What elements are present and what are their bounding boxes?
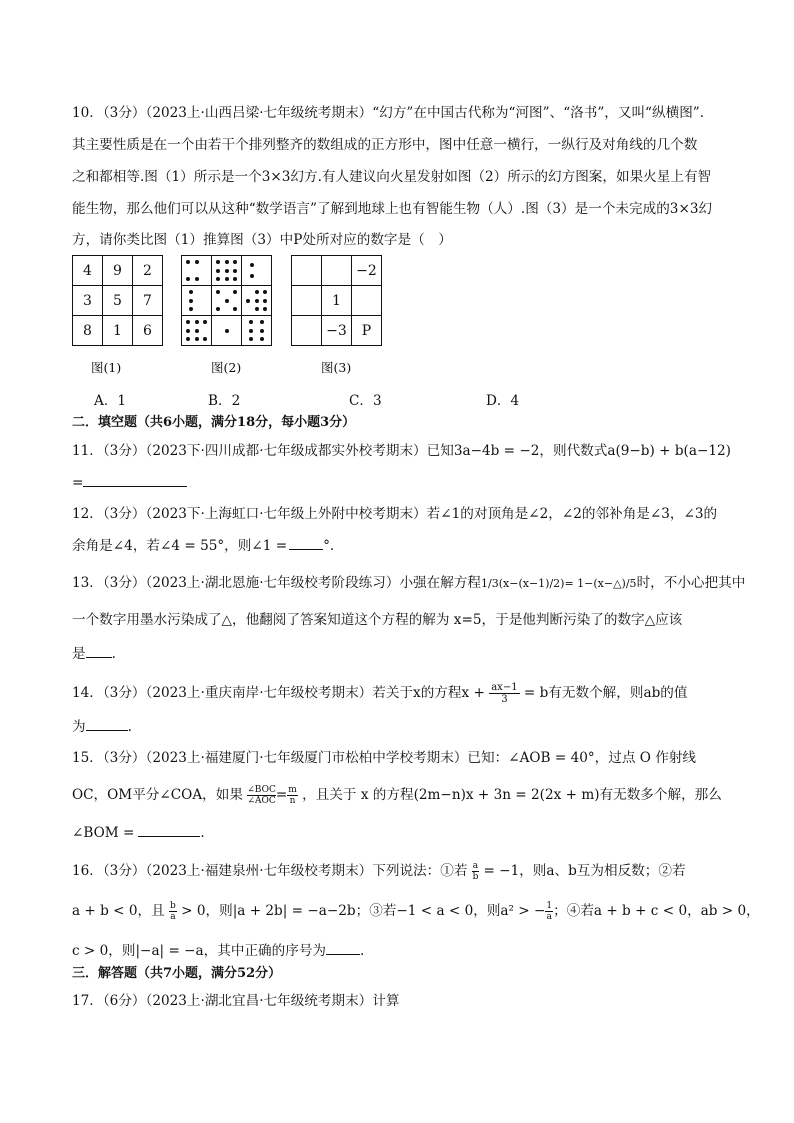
dot-mark	[216, 290, 220, 294]
q16-frac2-den: a	[170, 912, 176, 922]
option-d: D．4	[486, 393, 520, 409]
q16-fraction-2	[169, 901, 177, 922]
fig2-cell	[242, 286, 272, 316]
q12-line-2	[72, 535, 334, 555]
q13-line-2: 一个数字用墨水污染成了△，他翻阅了答案知道这个方程的解为 x=5，于是他判断污染了的数字△应该	[72, 612, 683, 628]
q13-lead: 是	[72, 646, 86, 662]
dot-mark	[255, 299, 259, 303]
q16-line-3: c > 0，则|−a| = −a，其中正确的序号为 .	[72, 940, 364, 960]
q10-line-4: 能生物，那么他们可以从这种“数学语言”了解到地球上也有智能生物（人）.图（3）是一个未完成的3×3幻	[72, 201, 713, 217]
q10-line-1: 10．（3分）（2023上·山西吕梁·七年级统考期末）“幻方”在中国古代称为“河图”、“洛书”，又叫“纵横图”.	[72, 105, 705, 121]
magic-square-figure-3	[291, 255, 382, 346]
q14-frac-num: ax−1	[491, 682, 518, 693]
q12-line-1: 12．（3分）（2023下·上海虹口·七年级上外附中校考期末）若∠1的对顶角是∠2，∠2的邻补角是∠3，∠3的	[72, 506, 718, 522]
dot-mark	[195, 277, 199, 281]
q16-suffix: = −1，则a、b互为相反数；②若	[483, 863, 686, 879]
dot-mark	[249, 329, 253, 333]
fig3-cell: −2	[352, 256, 382, 286]
fig1-cell: 8	[73, 316, 103, 346]
q11-line-2	[72, 472, 187, 492]
q12-suffix: °.	[323, 538, 335, 554]
q16-part-c: ；④若a + b + c < 0，ab > 0，	[553, 903, 760, 919]
q13-eq-frac: 1/3	[481, 577, 499, 590]
fig3-cell	[322, 256, 352, 286]
dot-mark	[195, 260, 199, 264]
dot-mark	[195, 337, 199, 341]
dot-mark	[216, 277, 220, 281]
dot-mark	[225, 299, 229, 303]
q15-frac1-den: ∠AOC	[247, 796, 276, 806]
q14-answer-blank	[86, 716, 128, 731]
q12-answer-blank	[289, 535, 323, 550]
fig3-cell: −3	[322, 316, 352, 346]
dot-mark	[186, 320, 190, 324]
dot-mark	[233, 277, 237, 281]
dot-mark	[216, 307, 220, 311]
q11-line-1: 11．（3分）（2023下·四川成都·七年级成都实外校考期末）已知3a−4b = −2，则代数式a(9−b) + b(a−12)	[72, 443, 731, 459]
magic-square-figure-2-dots	[181, 255, 272, 346]
fig2-cell	[182, 316, 212, 346]
q15-answer-blank	[138, 822, 200, 837]
figure-2-caption: 图(2)	[211, 360, 242, 375]
fig1-cell: 5	[103, 286, 133, 316]
q16-lead: c > 0，则|−a| = −a，其中正确的序号为	[72, 943, 327, 959]
dot-mark	[216, 269, 220, 273]
dot-mark	[233, 290, 237, 294]
q15-fraction-1	[247, 785, 276, 806]
fig2-cell	[212, 286, 242, 316]
figure-1-caption: 图(1)	[91, 360, 122, 375]
dot-mark	[216, 260, 220, 264]
fig3-cell	[292, 286, 322, 316]
dot-mark	[263, 307, 267, 311]
dot-mark	[186, 337, 190, 341]
q12-prefix: 余角是∠4，若∠4 = 55°，则∠1 =	[72, 538, 288, 554]
dot-mark	[203, 337, 207, 341]
dot-mark	[225, 269, 229, 273]
q16-frac2-num: b	[170, 901, 176, 911]
q16-line-2	[72, 901, 760, 922]
q16-line-1	[72, 861, 686, 882]
option-b: B．2	[208, 393, 241, 409]
fig2-cell	[212, 256, 242, 286]
q11-equals: =	[72, 475, 84, 491]
dot-mark	[246, 299, 250, 303]
q15-frac2-num: m	[288, 785, 297, 795]
fig3-cell: P	[352, 316, 382, 346]
fig3-cell	[292, 256, 322, 286]
dot-mark	[189, 290, 193, 294]
q14-prefix: 14．（3分）（2023上·重庆南岸·七年级校考期末）若关于x的方程x +	[72, 685, 485, 701]
dot-mark	[195, 320, 199, 324]
q15-frac1-num: ∠BOC	[247, 785, 276, 795]
q10-line-3: 之和都相等.图（1）所示是一个3×3幻方.有人建议向火星发射如图（2）所示的幻方图案，如果火星上有智	[72, 169, 712, 185]
q13-suffix: 时，不小心把其中	[636, 575, 746, 591]
q16-fraction-3	[545, 901, 553, 922]
dot-mark	[186, 260, 190, 264]
q16-answer-blank	[326, 940, 360, 955]
dot-mark	[189, 307, 193, 311]
fig1-cell: 1	[103, 316, 133, 346]
fig2-cell	[242, 256, 272, 286]
fig2-cell	[182, 286, 212, 316]
option-c: C．3	[349, 393, 382, 409]
q16-part-a: a + b < 0，且	[72, 903, 165, 919]
q14-fraction	[489, 682, 519, 705]
q15-lead: ∠BOM =	[72, 825, 135, 841]
q13-line-1	[72, 574, 745, 593]
fig1-cell: 6	[133, 316, 163, 346]
dot-mark	[255, 307, 259, 311]
dot-mark	[225, 260, 229, 264]
q13-prefix: 13．（3分）（2023上·湖北恩施·七年级校考阶段练习）小强在解方程	[72, 575, 482, 591]
fig1-cell: 9	[103, 256, 133, 286]
q16-frac3-num: 1	[546, 901, 553, 911]
q14-frac-den: 3	[501, 694, 508, 705]
dot-mark	[233, 260, 237, 264]
dot-mark	[255, 290, 259, 294]
option-a: A．1	[94, 393, 127, 409]
dot-mark	[250, 263, 254, 267]
dot-mark	[263, 290, 267, 294]
q13-eq-right: = 1−(x−△)/5	[564, 577, 637, 590]
magic-square-figure-1	[72, 255, 163, 346]
fig3-cell: 1	[322, 286, 352, 316]
q14-suffix: = b有无数个解，则ab的值	[523, 685, 688, 701]
q16-frac1-num: a	[472, 861, 479, 871]
dot-mark	[250, 274, 254, 278]
dot-mark	[225, 329, 229, 333]
fig2-cell	[182, 256, 212, 286]
q15-line-1: 15．（3分）（2023上·福建厦门·七年级厦门市松柏中学校考期末）已知：∠AOB = 40°，过点 O 作射线	[72, 750, 697, 766]
section-3-title: 三．解答题（共7小题，满分52分）	[72, 966, 282, 981]
q16-fraction-1	[472, 861, 479, 882]
fig2-cell	[242, 316, 272, 346]
q15-line-2: OC，OM平分∠COA，如果 ∠BOC ∠AOC = $\frac{m}{n}$ ，且关于 x 的方程(2m−n)x + 3n = 2(2x + m)有无数多个解，那么	[72, 785, 722, 806]
dot-mark	[249, 337, 253, 341]
dot-mark	[260, 337, 264, 341]
q15-prefix: OC，OM平分∠COA，如果	[72, 787, 243, 803]
q17-line: 17．（6分）（2023上·湖北宜昌·七年级统考期末）计算	[72, 993, 400, 1009]
dot-mark	[260, 320, 264, 324]
q10-line-5: 方，请你类比图（1）推算图（3）中P处所对应的数字是（ ）	[72, 232, 452, 248]
fig3-cell	[292, 316, 322, 346]
q16-part-b: > 0，则|a + 2b| = −a−2b；③若−1 < a < 0，则a² > −	[181, 903, 546, 919]
q16-frac1-den: b	[472, 872, 479, 882]
dot-mark	[263, 299, 267, 303]
fig2-cell	[212, 316, 242, 346]
dot-mark	[189, 299, 193, 303]
figure-3-caption: 图(3)	[321, 360, 352, 375]
dot-mark	[186, 277, 190, 281]
fig1-cell: 4	[73, 256, 103, 286]
dot-mark	[203, 320, 207, 324]
dot-mark	[249, 320, 253, 324]
q11-answer-blank	[83, 472, 187, 487]
dot-mark	[225, 277, 229, 281]
q15-frac2-den: n	[289, 796, 296, 806]
q14-line-2: 为 .	[72, 716, 132, 736]
dot-mark	[195, 329, 199, 333]
dot-mark	[233, 269, 237, 273]
q15-fraction-2	[287, 785, 298, 806]
q14-lead: 为	[72, 719, 86, 735]
dot-mark	[233, 307, 237, 311]
dot-mark	[260, 329, 264, 333]
fig1-cell: 3	[73, 286, 103, 316]
fig3-cell	[352, 286, 382, 316]
dot-mark	[186, 329, 190, 333]
q15-suffix: ，且关于 x 的方程(2m−n)x + 3n = 2(2x + m)有无数多个解，那么	[302, 787, 722, 803]
q13-answer-blank	[86, 643, 112, 658]
q14-line-1	[72, 682, 687, 705]
fig1-cell: 2	[133, 256, 163, 286]
q13-eq-inner: (x−(x−1)/2)	[498, 577, 565, 590]
q16-frac3-den: a	[546, 912, 552, 922]
q15-line-3: ∠BOM = .	[72, 822, 205, 842]
q13-line-3: 是 .	[72, 643, 116, 663]
q10-line-2: 其主要性质是在一个由若干个排列整齐的数组成的正方形中，图中任意一横行，一纵行及对角线的几个数	[72, 137, 698, 153]
q16-prefix: 16．（3分）（2023上·福建泉州·七年级校考期末）下列说法：①若	[72, 863, 468, 879]
section-2-title: 二．填空题（共6小题，满分18分，每小题3分）	[72, 415, 356, 430]
fig1-cell: 7	[133, 286, 163, 316]
